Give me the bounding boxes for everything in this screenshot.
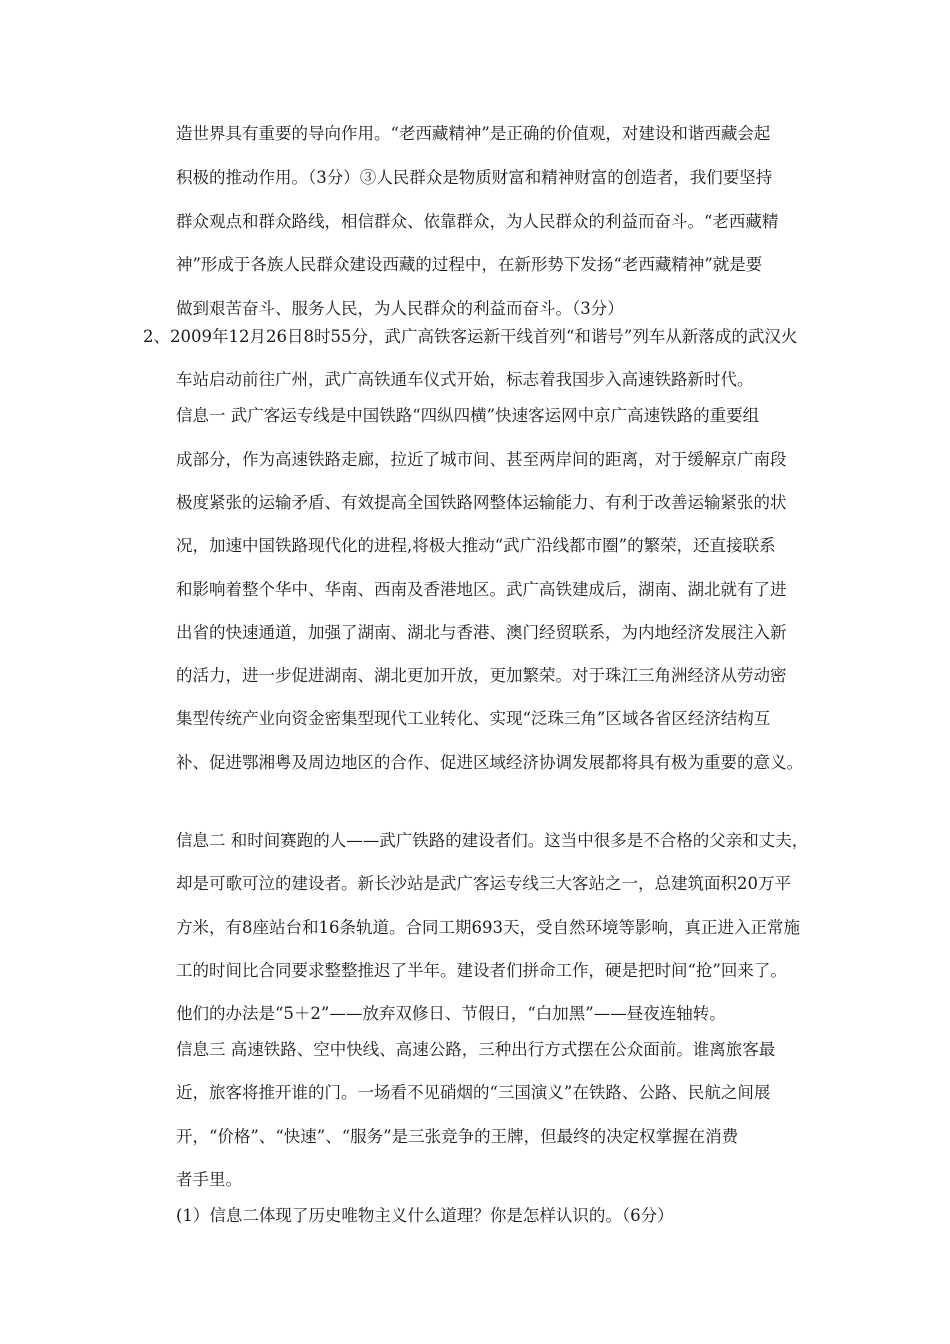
- text-line: 开，“价格”、“快速”、“服务”是三张竞争的王牌，但最终的决定权掌握在消费: [176, 1127, 739, 1146]
- text-line: 成部分，作为高速铁路走廊，拉近了城市间、甚至两岸间的距离，对于缓解京广南段: [176, 450, 787, 469]
- text-line: 和影响着整个华中、华南、西南及香港地区。武广高铁建成后，湖南、湖北就有了进: [176, 580, 787, 599]
- text-line: 却是可歌可泣的建设者。新长沙站是武广客运专线三大客站之一，总建筑面积20万平: [176, 874, 791, 893]
- info-3-heading-line: 信息三 高速铁路、空中快线、高速公路，三种出行方式摆在公众面前。谁离旅客最: [176, 1040, 776, 1059]
- text-line: 做到艰苦奋斗、服务人民，为人民群众的利益而奋斗。（3分）: [176, 299, 624, 318]
- text-line: 极度紧张的运输矛盾、有效提高全国铁路网整体运输能力、有利于改善运输紧张的状: [176, 493, 787, 512]
- info-1-heading-line: 信息一 武广客运专线是中国铁路“四纵四横”快速客运网中京广高速铁路的重要组: [176, 406, 760, 425]
- text-line: 造世界具有重要的导向作用。“老西藏精神”是正确的价值观，对建设和谐西藏会起: [176, 124, 771, 143]
- text-line: 积极的推动作用。（3分）③人民群众是物质财富和精神财富的创造者，我们要坚持: [176, 168, 773, 187]
- sub-question-1: (1）信息二体现了历史唯物主义什么道理？你是怎样认识的。（6分）: [176, 1206, 674, 1225]
- text-line: 补、促进鄂湘粤及周边地区的合作、促进区域经济协调发展都将具有极为重要的意义。: [176, 753, 803, 772]
- text-line: 况，加速中国铁路现代化的进程,将极大推动“武广沿线都市圈”的繁荣，还直接联系: [176, 536, 776, 555]
- text-line: 的活力，进一步促进湖南、湖北更加开放，更加繁荣。对于珠江三角洲经济从劳动密: [176, 666, 787, 685]
- info-2-heading-line: 信息二 和时间赛跑的人——武广铁路的建设者们。这当中很多是不合格的父亲和丈夫，: [176, 831, 809, 850]
- text-line: 集型传统产业向资金密集型现代工业转化、实现“泛珠三角”区域各省区经济结构互: [176, 709, 771, 728]
- text-line: 者手里。: [176, 1170, 242, 1189]
- text-line: 群众观点和群众路线，相信群众、依靠群众，为人民群众的利益而奋斗。“老西藏精: [176, 212, 779, 231]
- text-line: 工的时间比合同要求整整推迟了半年。建设者们拼命工作，硬是把时间“抢”回来了。: [176, 961, 787, 980]
- text-line: 出省的快速通道，加强了湖南、湖北与香港、澳门经贸联系，为内地经济发展注入新: [176, 623, 787, 642]
- question-2-line: 2、2009年12月26日8时55分，武广高铁客运新干线首列“和谐号”列车从新落成的武汉火: [143, 327, 798, 346]
- text-line: 他们的办法是“5＋2”——放弃双修日、节假日，“白加黑”——昼夜连轴转。: [176, 1004, 726, 1023]
- text-line: 神”形成于各族人民群众建设西藏的过程中，在新形势下发扬“老西藏精神”就是要: [176, 255, 763, 274]
- text-line: 近，旅客将推开谁的门。一场看不见硝烟的“三国演义”在铁路、公路、民航之间展: [176, 1083, 771, 1102]
- text-line: 车站启动前往广州，武广高铁通车仪式开始，标志着我国步入高速铁路新时代。: [176, 370, 754, 389]
- text-line: 方米，有8座站台和16条轨道。合同工期693天，受自然环境等影响，真正进入正常施: [176, 918, 800, 937]
